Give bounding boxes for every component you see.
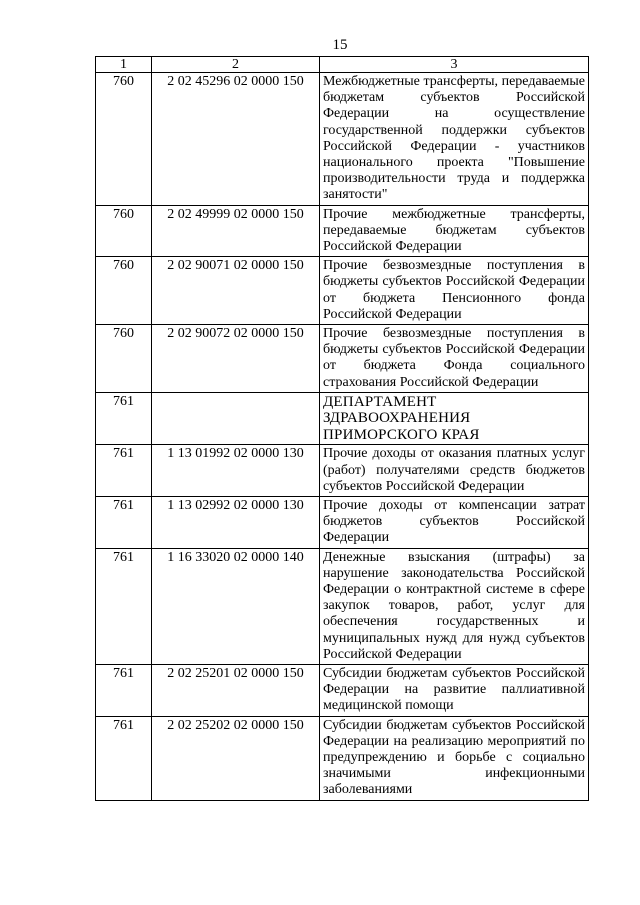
admin-code-cell: 760 (96, 73, 152, 206)
revenue-name-cell: Прочие доходы от оказания платных услуг (работ) получателями средств бюджетов субъектов Российской Федерации (320, 445, 589, 497)
revenue-code-cell: 1 16 33020 02 0000 140 (152, 548, 320, 664)
revenue-code-cell: 2 02 45296 02 0000 150 (152, 73, 320, 206)
table-row (96, 73, 589, 206)
revenue-name-cell: Прочие доходы от компенсации затрат бюджетов субъектов Российской Федерации (320, 496, 589, 548)
table-row (96, 257, 589, 325)
revenue-code-cell: 1 13 01992 02 0000 130 (152, 445, 320, 497)
revenue-name-cell: Межбюджетные трансферты, передаваемые бюджетам субъектов Российской Федерации на осуществление государственной поддержки субъектов Российской Федерации - участников национального проекта "Повышение производительности труда и поддержка занятости" (320, 73, 589, 206)
department-name-cell: ДЕПАРТАМЕНТ ЗДРАВООХРАНЕНИЯ ПРИМОРСКОГО КРАЯ (320, 392, 589, 445)
admin-code-cell: 761 (96, 665, 152, 717)
revenue-code-cell: 2 02 49999 02 0000 150 (152, 205, 320, 257)
revenue-code-cell: 2 02 25201 02 0000 150 (152, 665, 320, 717)
table-row (96, 205, 589, 257)
column-number-2: 2 (152, 57, 320, 73)
revenue-codes-table (95, 56, 589, 801)
table-row (96, 496, 589, 548)
revenue-name-cell: Денежные взыскания (штрафы) за нарушение законодательства Российской Федерации о контрактной системе в сфере закупок товаров, работ, услуг для обеспечения государственных и муниципальных нужд для нужд субъектов Российской Федерации (320, 548, 589, 664)
revenue-name-cell: Субсидии бюджетам субъектов Российской Федерации на развитие паллиативной медицинской помощи (320, 665, 589, 717)
admin-code-cell: 761 (96, 445, 152, 497)
revenue-name-cell: Прочие безвозмездные поступления в бюджеты субъектов Российской Федерации от бюджета Пенсионного фонда Российской Федерации (320, 257, 589, 325)
table-row (96, 325, 589, 393)
admin-code-cell: 760 (96, 205, 152, 257)
table-row (96, 548, 589, 664)
table-row (96, 665, 589, 717)
admin-code-cell: 761 (96, 716, 152, 800)
admin-code-cell: 761 (96, 392, 152, 445)
admin-code-cell: 760 (96, 325, 152, 393)
table-header-row (96, 57, 589, 73)
admin-code-cell: 760 (96, 257, 152, 325)
column-number-3: 3 (320, 57, 589, 73)
department-heading-row (96, 392, 589, 445)
revenue-code-cell: 2 02 90071 02 0000 150 (152, 257, 320, 325)
page-number: 15 (332, 37, 348, 53)
admin-code-cell: 761 (96, 496, 152, 548)
revenue-name-cell: Прочие безвозмездные поступления в бюджеты субъектов Российской Федерации от бюджета Фонда социального страхования Российской Федерации (320, 325, 589, 393)
revenue-code-cell: 1 13 02992 02 0000 130 (152, 496, 320, 548)
revenue-code-cell (152, 392, 320, 445)
revenue-name-cell: Прочие межбюджетные трансферты, передаваемые бюджетам субъектов Российской Федерации (320, 205, 589, 257)
column-number-1: 1 (96, 57, 152, 73)
table-row (96, 716, 589, 800)
revenue-code-cell: 2 02 90072 02 0000 150 (152, 325, 320, 393)
revenue-code-cell: 2 02 25202 02 0000 150 (152, 716, 320, 800)
admin-code-cell: 761 (96, 548, 152, 664)
revenue-name-cell: Субсидии бюджетам субъектов Российской Федерации на реализацию мероприятий по предупреждению и борьбе с социально значимыми инфекционными заболеваниями (320, 716, 589, 800)
table-row (96, 445, 589, 497)
